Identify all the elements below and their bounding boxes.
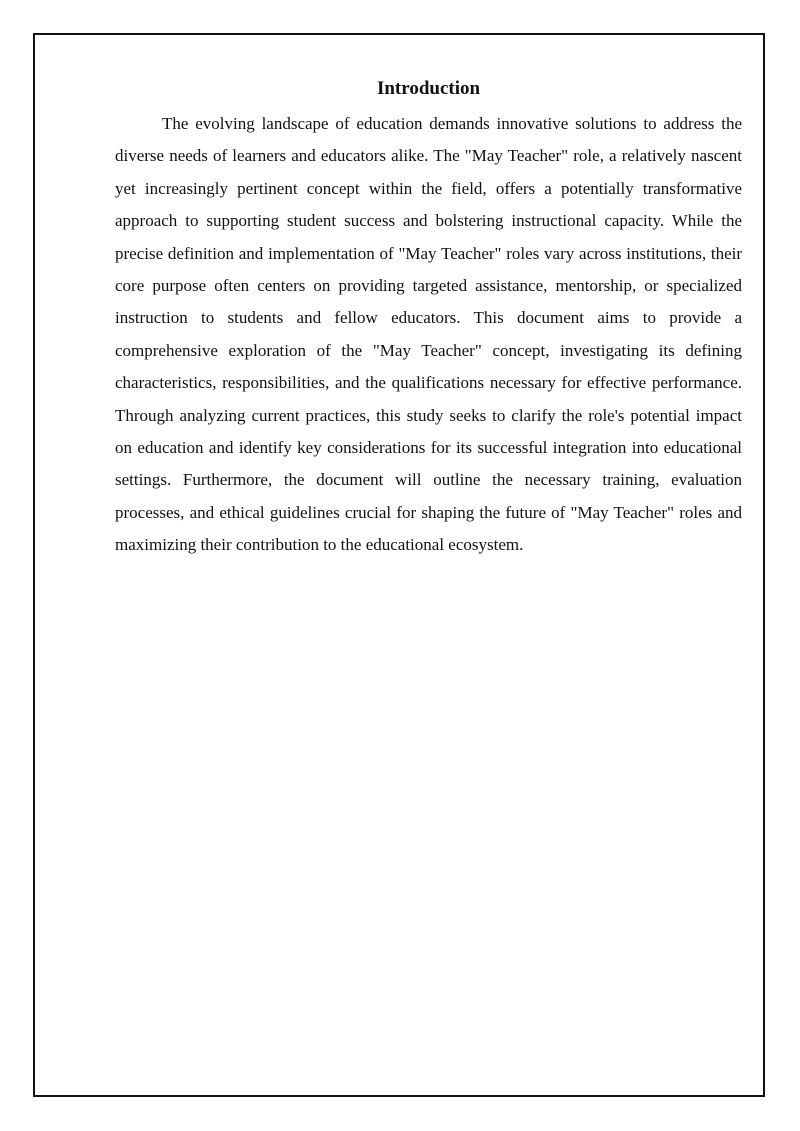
document-content [115, 74, 742, 562]
introduction-paragraph: The evolving landscape of education demands innovative solutions to address the diverse needs of learners and educators alike. The "May Teacher" role, a relatively nascent yet increasingly pertinent concept within the field, offers a potentially transformative approach to supporting student success and bolstering instructional capacity. While the precise definition and implementation of "May Teacher" roles vary across institutions, their core purpose often centers on providing targeted assistance, mentorship, or specialized instruction to students and fellow educators. This document aims to provide a comprehensive exploration of the "May Teacher" concept, investigating its defining characteristics, responsibilities, and the qualifications necessary for effective performance. Through analyzing current practices, this study seeks to clarify the role's potential impact on education and identify key considerations for its successful integration into educational settings. Furthermore, the document will outline the necessary training, evaluation processes, and ethical guidelines crucial for shaping the future of "May Teacher" roles and maximizing their contribution to the educational ecosystem. [115, 114, 742, 555]
document-title: Introduction [376, 78, 481, 99]
